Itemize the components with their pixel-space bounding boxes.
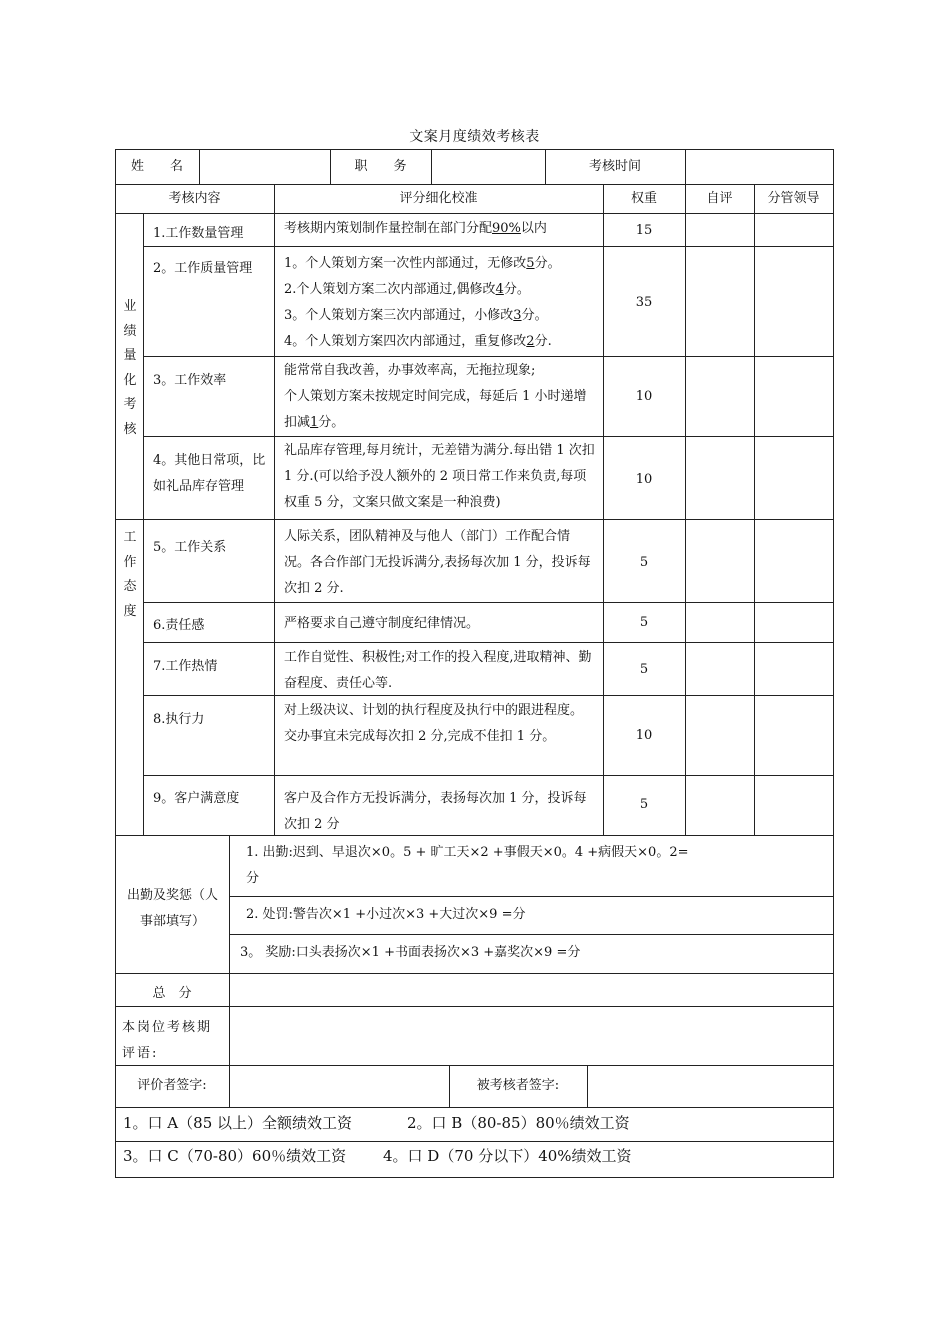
- total-label: 总 分: [152, 986, 192, 1001]
- item-name: 5。工作关系: [153, 540, 227, 555]
- position-field[interactable]: [432, 149, 545, 184]
- item-name: 4。其他日常项，比如礼品库存管理: [153, 453, 266, 494]
- item-weight: 10: [635, 472, 653, 487]
- attendance-label: 出勤及奖惩（人事部填写）: [126, 888, 218, 929]
- col-weight: 权重: [630, 191, 657, 206]
- item-weight: 5: [639, 662, 649, 677]
- item-weight: 10: [635, 728, 653, 743]
- time-field[interactable]: [686, 149, 833, 184]
- item-name: 1.工作数量管理: [153, 226, 244, 241]
- time-label: 考核时间: [588, 159, 641, 174]
- item-criteria: 1。个人策划方案一次性内部通过，无修改5分。 2.个人策划方案二次内部通过,偶修改4分。 3。个人策划方案三次内部通过，小修改3分。 4。个人策划方案四次内部通过，重复修改2分.: [284, 256, 561, 349]
- item-name: 9。客户满意度: [153, 791, 240, 806]
- page-title: 文案月度绩效考核表: [409, 129, 540, 145]
- item-criteria: 严格要求自己遵守制度纪律情况。: [284, 616, 480, 631]
- grade-c: 3。口 C（70-80）60％绩效工资: [123, 1147, 347, 1165]
- comment-field[interactable]: [230, 1007, 833, 1065]
- item-criteria: 对上级决议、计划的执行程度及执行中的跟进程度。交办事宜未完成每次扣 2 分,完成不佳扣 1 分。: [284, 703, 584, 744]
- position-label: 职 务: [354, 159, 407, 174]
- col-self: 自评: [706, 191, 733, 206]
- item-criteria: 工作自觉性、积极性;对工作的投入程度,进取精神、勤奋程度、责任心等.: [284, 650, 592, 691]
- attendance-line-3: 3。 奖励:口头表扬次×1 +书面表扬次×3 +嘉奖次×9 =分: [240, 945, 581, 960]
- group-performance: 业绩量化考核: [123, 299, 137, 437]
- col-criteria: 评分细化校准: [399, 191, 478, 206]
- item-name: 7.工作热情: [153, 659, 218, 674]
- item-criteria: 礼品库存管理,每月统计，无差错为满分.每出错 1 次扣 1 分.(可以给予没人额外的 2 项日常工作来负责,每项权重 5 分，文案只做文案是一种浪费): [284, 443, 595, 510]
- item-name: 6.责任感: [153, 618, 205, 633]
- comment-label: 本岗位考核期评语:: [122, 1020, 213, 1061]
- assessee-signature[interactable]: [588, 1066, 833, 1107]
- grade-a: 1。口 A（85 以上）全额绩效工资: [123, 1114, 353, 1132]
- item-criteria: 客户及合作方无投诉满分，表扬每次加 1 分，投诉每次扣 2 分: [284, 791, 587, 832]
- item-criteria: 人际关系，团队精神及与他人（部门）工作配合情况。各合作部门无投诉满分,表扬每次加 1 分，投诉每次扣 2 分.: [284, 529, 591, 596]
- col-leader: 分管领导: [767, 191, 820, 206]
- item-weight: 10: [635, 389, 653, 404]
- name-field[interactable]: [200, 149, 330, 184]
- col-content: 考核内容: [168, 191, 221, 206]
- item-criteria: 能常常自我改善，办事效率高，无拖拉现象; 个人策划方案未按规定时间完成，每延后 1 小时递增扣减1分。: [284, 363, 587, 430]
- group-attitude: 工作态度: [123, 530, 137, 619]
- item-weight: 5: [639, 555, 649, 570]
- attendance-line-1: 1. 出勤:迟到、早退次×0。5 + 旷工天×2 +事假天×0。4 +病假天×0。2=分: [246, 845, 689, 886]
- attendance-line-2: 2. 处罚:警告次×1 +小过次×3 +大过次×9 =分: [246, 907, 526, 922]
- item-criteria: 考核期内策划制作量控制在部门分配90%以内: [284, 221, 547, 236]
- item-weight: 5: [639, 797, 649, 812]
- item-name: 2。工作质量管理: [153, 261, 253, 276]
- evaluator-label: 评价者签字:: [137, 1078, 207, 1093]
- item-weight: 35: [635, 295, 653, 310]
- item-name: 8.执行力: [153, 712, 205, 727]
- item-name: 3。工作效率: [153, 373, 227, 388]
- evaluator-signature[interactable]: [230, 1066, 449, 1107]
- grade-b: 2。口 B（80-85）80％绩效工资: [407, 1114, 630, 1132]
- name-label: 姓 名: [130, 159, 183, 174]
- assessee-label: 被考核者签字:: [476, 1078, 560, 1093]
- item-weight: 5: [639, 615, 649, 630]
- total-field[interactable]: [230, 974, 833, 1006]
- grade-d: 4。口 D（70 分以下）40%绩效工资: [383, 1147, 632, 1165]
- item-weight: 15: [635, 223, 653, 238]
